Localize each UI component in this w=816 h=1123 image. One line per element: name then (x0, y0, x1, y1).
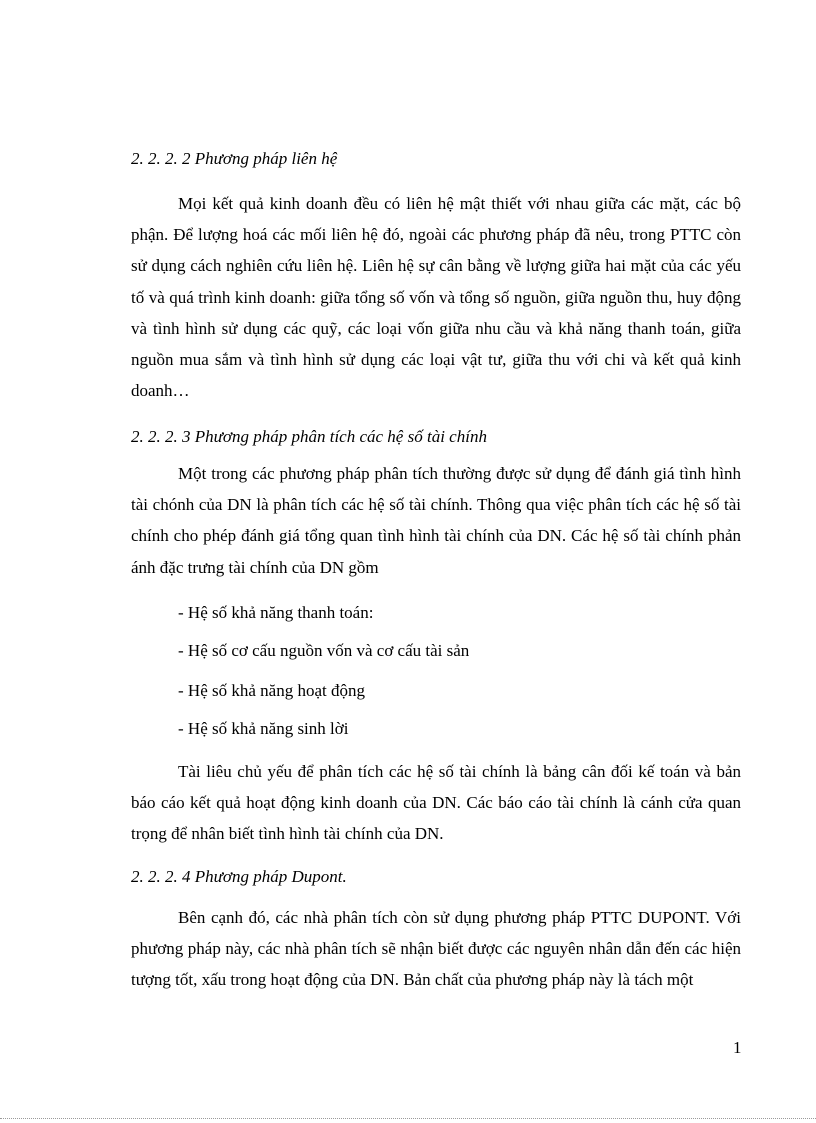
paragraph-tai-lieu: Tài liêu chủ yếu để phân tích các hệ số tài chính là bảng cân đối kế toán và bản báo cáo kết quả hoạt động kinh doanh của DN. Các báo cáo tài chính là cánh cửa quan trọng để nhân biết tình hình tài chính của DN. (131, 762, 741, 844)
bullet-item-thanh-toan: - Hệ số khả năng thanh toán: (178, 603, 374, 622)
bullet-item-hoat-dong: - Hệ số khả năng hoạt động (178, 681, 365, 700)
paragraph-he-so-tai-chinh: Một trong các phương pháp phân tích thường được sử dụng để đánh giá tình hình tài chónh của DN là phân tích các hệ số tài chính. Thông qua việc phân tích các hệ số tài chính cho phép đánh giá tổng quan tình hình tài chính của DN. Các hệ số tài chính phản ánh đặc trưng tài chính của DN gồm (131, 464, 741, 577)
bullet-item-sinh-loi: - Hệ số khả năng sinh lời (178, 719, 349, 738)
paragraph-lien-he: Mọi kết quả kinh doanh đều có liên hệ mật thiết với nhau giữa các mặt, các bộ phận. Để lượng hoá các mối liên hệ đó, ngoài các phương pháp đã nêu, trong PTTC còn sử dụng cách nghiên cứu liên hệ. Liên hệ sự cân bằng về lượng giữa hai mặt của các yếu tố và quá trình kinh doanh: giữa tổng số vốn và tổng số nguồn, giữa nguồn thu, huy động và tình hình sử dụng các quỹ, các loại vốn giữa nhu cầu và khả năng thanh toán, giữa nguồn mua sắm và tình hình sử dụng các loại vật tư, giữa thu với chi và kết quả kinh doanh… (131, 194, 741, 401)
section-heading-dupont: 2. 2. 2. 4 Phương pháp Dupont. (131, 867, 347, 886)
page-bottom-rule (0, 1118, 816, 1119)
paragraph-dupont: Bên cạnh đó, các nhà phân tích còn sử dụng phương pháp PTTC DUPONT. Với phương pháp này, các nhà phân tích sẽ nhận biết được các nguyên nhân dẫn đến các hiện tượng tốt, xấu trong hoạt động của DN. Bản chất của phương pháp này là tách một (131, 908, 741, 990)
section-heading-lien-he: 2. 2. 2. 2 Phương pháp liên hệ (131, 149, 338, 168)
bullet-item-co-cau: - Hệ số cơ cấu nguồn vốn và cơ cấu tài sản (178, 641, 470, 660)
page-number: 1 (733, 1038, 742, 1057)
section-heading-he-so-tai-chinh: 2. 2. 2. 3 Phương pháp phân tích các hệ số tài chính (131, 427, 487, 446)
